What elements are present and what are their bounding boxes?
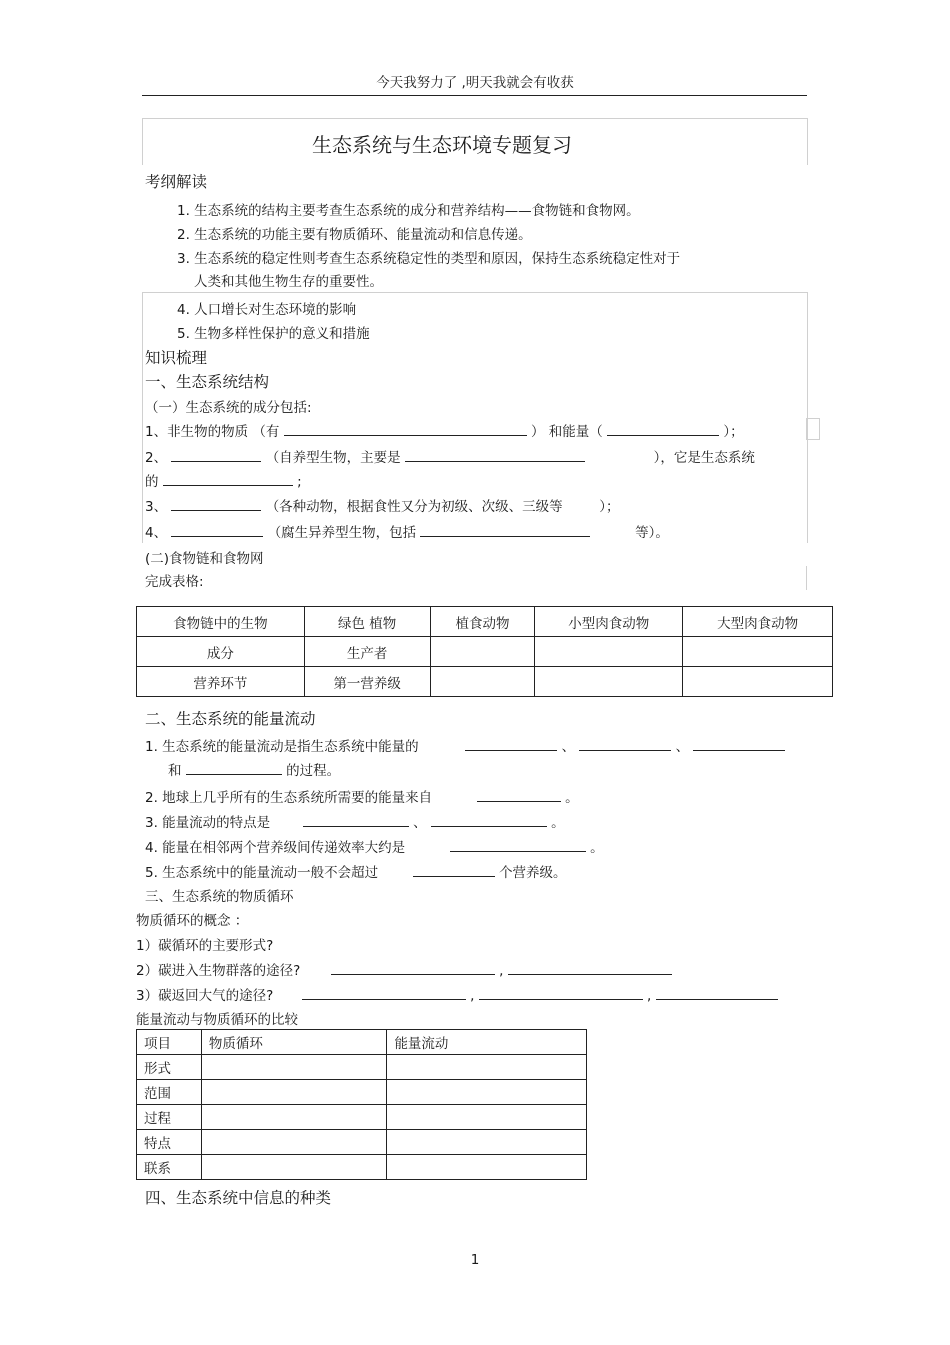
table-cell: 生产者 [304,637,430,667]
section1-heading: 一、生态系统结构 [145,373,270,391]
side-marker [806,418,820,440]
table-cell-blank[interactable] [535,667,683,697]
table-cell-blank[interactable] [387,1155,587,1180]
table-cell: 联系 [137,1155,202,1180]
line4-mid: （腐生异养型生物，包括 [267,525,417,541]
table-row [137,1155,587,1180]
blank-carbon-out-2[interactable] [479,985,643,1000]
table-cell: 第一营养级 [304,667,430,697]
table-header-cell: 植食动物 [430,607,535,637]
component-line-4 [145,521,669,541]
q3-end: 。 [551,815,565,831]
q1-sep1: 、 [561,739,576,755]
q5-prefix: 5. 生态系统中的能量流动一般不会超过 [145,865,379,881]
line2-cont-end: ; [297,474,302,490]
table-header-cell: 能量流动 [387,1030,587,1055]
cycle-concept: 物质循环的概念 ： [136,913,249,929]
blank-energy-conversion[interactable] [693,736,785,751]
q5-end: 个营养级。 [499,865,567,881]
table-header-cell: 项目 [137,1030,202,1055]
energy-q5 [145,861,567,881]
table-cell-blank[interactable] [430,667,535,697]
syllabus-item-1: 1. 生态系统的结构主要考查生态系统的成分和营养结构——食物链和食物网。 [177,203,640,219]
line2-cont-prefix: 的 [145,474,159,490]
blank-energy-transfer[interactable] [579,736,671,751]
blank-energy[interactable] [607,421,719,436]
section3-heading: 三、生态系统的物质循环 [145,889,294,905]
comparison-title: 能量流动与物质循环的比较 [136,1012,298,1028]
line1-prefix: 1、非生物的物质 （有 [145,424,280,440]
blank-carbon-out-3[interactable] [656,985,778,1000]
blank-energy-dissipation[interactable] [186,760,282,775]
line2-end: ），它是生态系统 [653,450,755,466]
blank-producer-examples[interactable] [405,447,585,462]
table-cell-blank[interactable] [201,1055,387,1080]
energy-q1 [145,735,785,755]
table-row [137,1130,587,1155]
syllabus-heading: 考纲解读 [145,173,208,191]
table-row [137,1080,587,1105]
table-instruction: 完成表格: [145,574,204,590]
table-cell: 形式 [137,1055,202,1080]
q3-sep: 、 [413,815,427,831]
line4-prefix: 4、 [145,525,168,541]
syllabus-item-4: 4. 人口增长对生态环境的影响 [177,302,357,318]
table-header-row [137,607,833,637]
table-cell: 特点 [137,1130,202,1155]
energy-q1-cont [168,759,340,779]
q2-end: 。 [565,790,579,806]
carbon-q3 [136,984,778,1004]
blank-level-count[interactable] [413,862,495,877]
blank-energy-input[interactable] [465,736,557,751]
blank-producer[interactable] [171,447,261,462]
q1-prefix: 1. 生态系统的能量流动是指生态系统中能量的 [145,739,419,755]
blank-carbon-in-1[interactable] [331,960,495,975]
q4-end: 。 [590,840,604,856]
table-cell: 成分 [137,637,305,667]
syllabus-item-2: 2. 生态系统的功能主要有物质循环、能量流动和信息传递。 [177,227,532,243]
blank-producer-role[interactable] [163,471,293,486]
line2-mid: （自养型生物，主要是 [265,450,401,466]
c2-prefix: 2）碳进入生物群落的途径? [136,963,301,979]
table-cell-blank[interactable] [387,1130,587,1155]
q1-sep2: 、 [675,739,690,755]
table-cell: 范围 [137,1080,202,1105]
header-divider [142,95,807,96]
table-cell-blank[interactable] [201,1155,387,1180]
food-chain-table [136,606,833,697]
table-cell-blank[interactable] [535,637,683,667]
line3-mid: （各种动物，根据食性又分为初级、次级、三级等 [265,499,563,515]
page-number: 1 [470,1252,480,1268]
table-cell-blank[interactable] [387,1055,587,1080]
section4-heading: 四、生态系统中信息的种类 [145,1189,332,1207]
table-note-frame [806,566,807,590]
component-line-3 [145,495,620,515]
q4-prefix: 4. 能量在相邻两个营养级间传递效率大约是 [145,840,406,856]
table-cell-blank[interactable] [387,1105,587,1130]
c3-prefix: 3）碳返回大气的途径? [136,988,274,1004]
q2-prefix: 2. 地球上几乎所有的生态系统所需要的能量来自 [145,790,433,806]
table-row [137,1055,587,1080]
table-header-cell: 物质循环 [201,1030,387,1055]
c2-sep: , [499,963,504,979]
table-header-cell: 小型肉食动物 [535,607,683,637]
table-row [137,1105,587,1130]
energy-q3 [145,811,565,831]
table-header-row [137,1030,587,1055]
table-cell-blank[interactable] [683,637,833,667]
line3-end: ）； [599,499,620,515]
component-line-1 [145,420,744,440]
syllabus-item-5: 5. 生物多样性保护的意义和措施 [177,326,370,342]
line1-end: ）； [723,424,744,440]
c3-sep1: , [470,988,475,1004]
component-line-2-cont [145,470,302,490]
c3-sep2: , [647,988,652,1004]
table-cell: 营养环节 [137,667,305,697]
section2-heading: 二、生态系统的能量流动 [145,710,316,728]
page-title: 生态系统与生态环境专题复习 [312,133,572,157]
table-header-cell: 食物链中的生物 [137,607,305,637]
syllabus-item-3-cont: 人类和其他生物生存的重要性。 [194,274,383,290]
blank-feature-1[interactable] [303,812,409,827]
section1-sub2: (二)食物链和食物网 [145,551,264,567]
component-line-2 [145,446,755,466]
q3-prefix: 3. 能量流动的特点是 [145,815,271,831]
blank-abiotic-matter[interactable] [284,421,527,436]
comparison-table [136,1029,587,1180]
table-header-cell: 大型肉食动物 [683,607,833,637]
knowledge-heading: 知识梳理 [145,349,208,367]
line3-prefix: 3、 [145,499,168,515]
q1-cont-prefix: 和 [168,763,182,779]
syllabus-item-3: 3. 生态系统的稳定性则考查生态系统稳定性的类型和原因，保持生态系统稳定性对于 [177,251,681,267]
blank-consumer[interactable] [171,496,261,511]
line4-end: 等）。 [635,525,669,541]
blank-energy-source[interactable] [477,787,561,802]
table-cell-blank[interactable] [387,1080,587,1105]
q1-cont-end: 的过程。 [286,763,341,779]
table-cell-blank[interactable] [201,1105,387,1130]
line2-prefix: 2、 [145,450,168,466]
carbon-q1: 1）碳循环的主要形式? [136,938,274,954]
blank-decomposer-examples[interactable] [420,522,590,537]
table-row [137,667,833,697]
carbon-q2 [136,959,672,979]
table-cell-blank[interactable] [201,1080,387,1105]
energy-q4 [145,836,604,856]
blank-feature-2[interactable] [431,812,547,827]
blank-decomposer[interactable] [171,522,263,537]
table-row [137,637,833,667]
table-cell-blank[interactable] [683,667,833,697]
blank-carbon-out-1[interactable] [302,985,466,1000]
section1-sub1: （一）生态系统的成分包括: [145,400,312,416]
header-motto: 今天我努力了 ,明天我就会有收获 [376,75,574,91]
line1-mid: ） 和能量（ [530,424,603,440]
table-header-cell: 绿色 植物 [304,607,430,637]
blank-efficiency[interactable] [450,837,586,852]
table-cell: 过程 [137,1105,202,1130]
table-cell-blank[interactable] [430,637,535,667]
table-cell-blank[interactable] [201,1130,387,1155]
blank-carbon-in-2[interactable] [508,960,672,975]
energy-q2 [145,786,579,806]
